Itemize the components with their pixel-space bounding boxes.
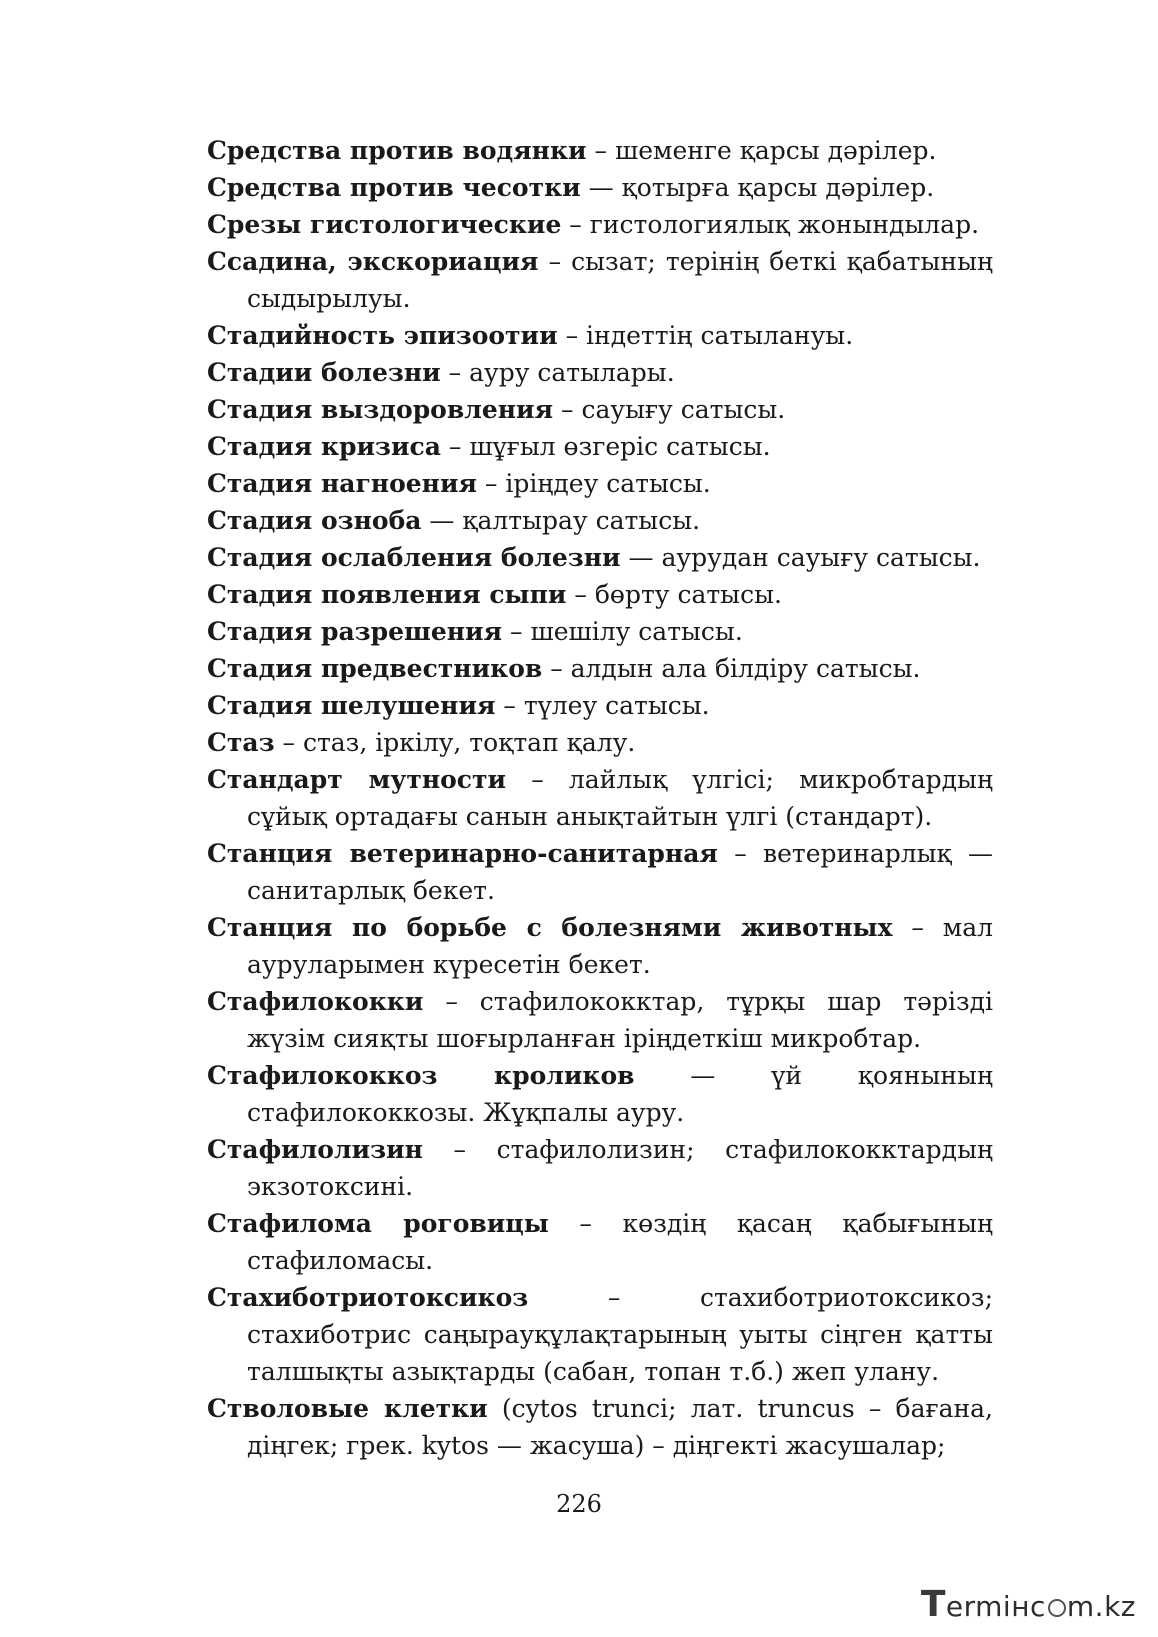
entry-definition: – сауығу сатысы. — [553, 395, 786, 424]
dictionary-entry — [207, 909, 993, 983]
entry-definition: – стаз, іркілу, тоқтап қалу. — [274, 728, 636, 757]
entry-definition: – сызат; терінің беткі қабатының сыдырылуы. — [247, 247, 993, 313]
dictionary-entry — [207, 206, 993, 243]
entry-definition: – ауру сатылары. — [440, 358, 675, 387]
entry-term: Стадийность эпизоотии — [207, 321, 558, 350]
entry-definition: – лайлық үлгісі; микробтардың сұйық ортадағы санын анықтайтын үлгі (стандарт). — [247, 765, 993, 831]
dictionary-entry — [207, 724, 993, 761]
entry-term: Станция ветеринарно-санитарная — [207, 839, 718, 868]
entry-term: Стафилома роговицы — [207, 1209, 549, 1238]
dictionary-entry — [207, 1205, 993, 1279]
dictionary-entry — [207, 1131, 993, 1205]
watermark-text-part-2: m.kz — [1066, 1590, 1136, 1623]
entry-definition: – алдын ала білдіру сатысы. — [542, 654, 921, 683]
dictionary-entry — [207, 687, 993, 724]
entry-term: Стадия выздоровления — [207, 395, 554, 424]
entry-definition: – түлеу сатысы. — [495, 691, 710, 720]
entry-definition: — үй қоянының стафилококкозы. Жұқпалы ауру. — [247, 1061, 993, 1127]
entry-term: Стволовые клетки — [207, 1394, 488, 1423]
dictionary-entry — [207, 1279, 993, 1390]
entry-term: Стандарт мутности — [207, 765, 507, 794]
entry-term: Стадия шелушения — [207, 691, 496, 720]
entry-term: Стафилолизин — [207, 1135, 423, 1164]
dictionary-entry — [207, 132, 993, 169]
entry-definition: – іріңдеу сатысы. — [476, 469, 711, 498]
entry-term: Стадия озноба — [207, 506, 422, 535]
magnifier-icon — [1048, 1599, 1066, 1617]
dictionary-entry — [207, 502, 993, 539]
entry-definition: – гистологиялық жонындылар. — [561, 210, 980, 239]
entry-definition: – стафилококктар, тұрқы шар тәрізді жүзім сияқты шоғырланған іріңдеткіш микробтар. — [247, 987, 993, 1053]
dictionary-entry — [207, 613, 993, 650]
watermark-text-part-1: ermінc — [945, 1590, 1046, 1623]
entry-term: Стадия разрешения — [207, 617, 503, 646]
entry-definition: – шұғыл өзгеріс сатысы. — [440, 432, 771, 461]
entry-definition: – ветеринарлық — санитарлық бекет. — [247, 839, 993, 905]
entry-term: Стадии болезни — [207, 358, 441, 387]
entry-definition: – мал ауруларымен күресетін бекет. — [247, 913, 993, 979]
dictionary-entry — [207, 650, 993, 687]
entry-definition: – стафилолизин; стафилококктардың экзотоксині. — [247, 1135, 993, 1201]
entry-definition: – шешілу сатысы. — [502, 617, 743, 646]
dictionary-entry — [207, 317, 993, 354]
dictionary-entry — [207, 243, 993, 317]
termincom-watermark-logo — [921, 1584, 1136, 1625]
dictionary-entry — [207, 354, 993, 391]
entry-definition: – шеменге қарсы дәрілер. — [586, 136, 937, 165]
entry-definition: — қотырға қарсы дәрілер. — [580, 173, 935, 202]
entry-definition: — қалтырау сатысы. — [421, 506, 701, 535]
dictionary-entry — [207, 169, 993, 206]
entry-term: Срезы гистологические — [207, 210, 562, 239]
dictionary-entry — [207, 539, 993, 576]
entry-term: Стафилококки — [207, 987, 424, 1016]
dictionary-page — [207, 132, 993, 1464]
entry-definition: – індеттің сатылануы. — [557, 321, 854, 350]
entry-term: Стаз — [207, 728, 275, 757]
dictionary-entry — [207, 1390, 993, 1464]
dictionary-entry — [207, 983, 993, 1057]
dictionary-entry — [207, 1057, 993, 1131]
dictionary-entry — [207, 428, 993, 465]
entry-term: Стахиботриотоксикоз — [207, 1283, 529, 1312]
entry-term: Стадия предвестников — [207, 654, 543, 683]
entry-definition: – көздің қасаң қабығының стафиломасы. — [247, 1209, 993, 1275]
entry-term: Стадия ослабления болезни — [207, 543, 621, 572]
entry-term: Стафилококкоз кроликов — [207, 1061, 635, 1090]
watermark-letter-t: T — [920, 1584, 946, 1625]
entry-definition: – стахиботриотоксикоз; стахиботрис саңырауқұлақтарының уыты сіңген қатты талшықты азықтарды (сабан, топан т.б.) жеп улану. — [247, 1283, 993, 1386]
entry-definition: – бөрту сатысы. — [566, 580, 782, 609]
page-number: 226 — [556, 1490, 602, 1518]
dictionary-entry — [207, 465, 993, 502]
entry-definition: — аурудан сауығу сатысы. — [620, 543, 981, 572]
entry-term: Стадия кризиса — [207, 432, 441, 461]
entry-term: Средства против водянки — [207, 136, 587, 165]
entry-term: Средства против чесотки — [207, 173, 581, 202]
dictionary-entry — [207, 576, 993, 613]
dictionary-entry — [207, 761, 993, 835]
entry-term: Ссадина, экскориация — [207, 247, 539, 276]
entry-term: Станция по борьбе с болезнями животных — [207, 913, 893, 942]
entry-term: Стадия нагноения — [207, 469, 477, 498]
dictionary-entry — [207, 835, 993, 909]
entry-term: Стадия появления сыпи — [207, 580, 567, 609]
dictionary-entry — [207, 391, 993, 428]
entry-definition: (cytos trunci; лат. truncus – бағана, діңгек; грек. kytos — жасуша) – діңгекті жасушалар; — [247, 1394, 994, 1460]
